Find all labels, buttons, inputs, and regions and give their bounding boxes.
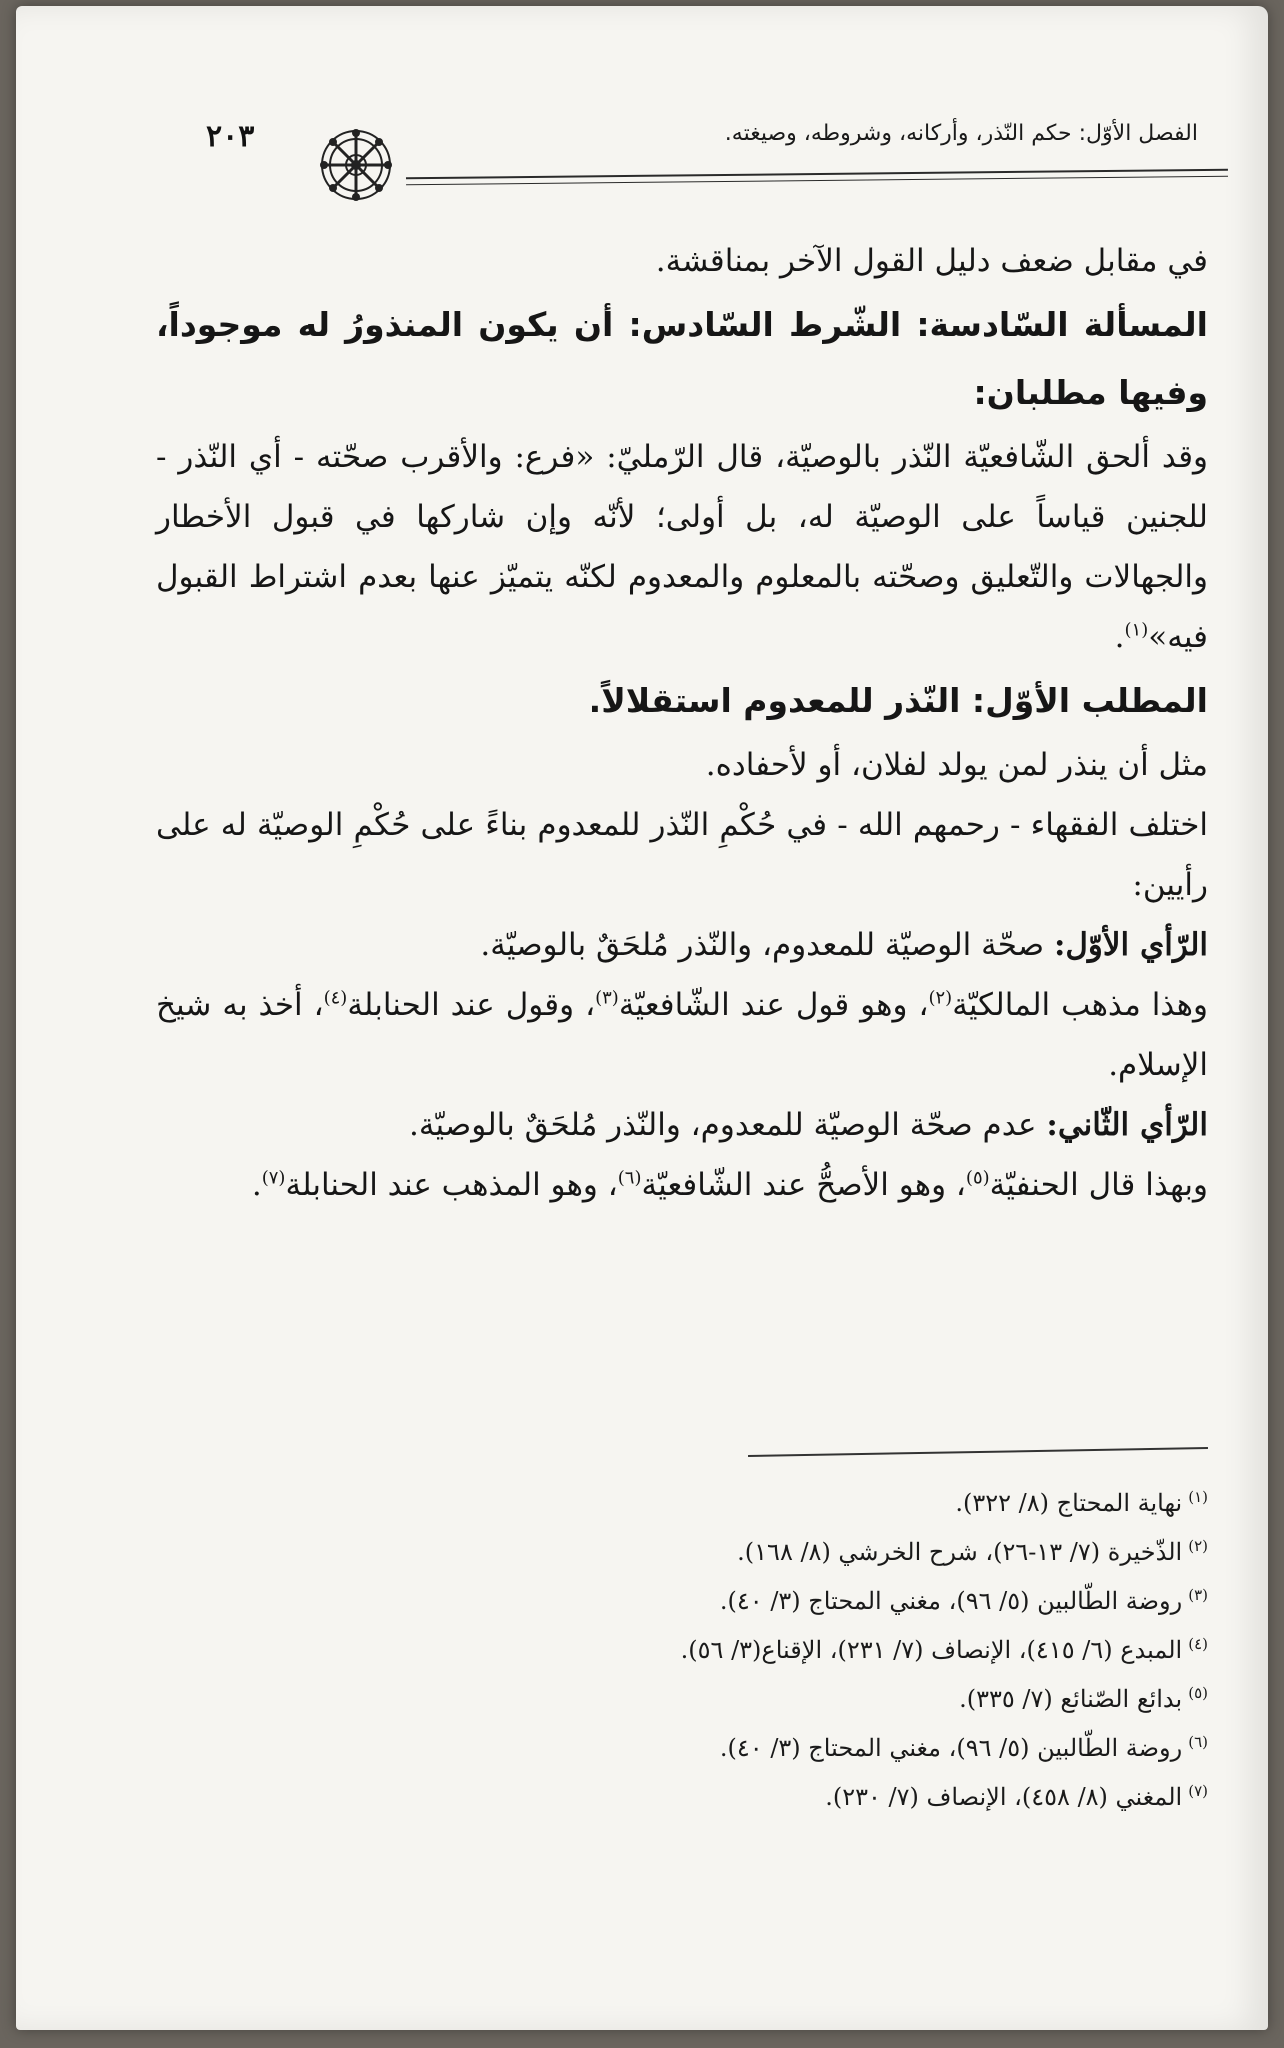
footnote-ref-7: (٧) xyxy=(261,1167,286,1189)
footnote-ref-3: (٣) xyxy=(595,987,619,1009)
view-two xyxy=(156,1095,1208,1155)
rosette-ornament-icon xyxy=(316,125,396,205)
footnote-ref-5: (٥) xyxy=(965,1167,990,1189)
view-one xyxy=(156,915,1208,975)
section-heading: المطلب الأوّل: النّذر للمعدوم استقلالاً. xyxy=(588,681,1208,720)
footnote-text: روضة الطّالبين (٥/ ٩٦)، مغني المحتاج (٣/ ٤٠). xyxy=(719,1587,1183,1615)
chapter-title: الفصل الأوّل: حكم النّذر، وأركانه، وشروطه، وصيغته. xyxy=(724,121,1198,146)
footnote-item xyxy=(216,1623,1208,1672)
view-one-label: الرّأي الأوّل: xyxy=(1053,927,1208,963)
footnote-item xyxy=(216,1770,1208,1819)
footnote-ref-1: (١) xyxy=(1124,619,1149,641)
footnote-number: (١) xyxy=(1188,1488,1208,1506)
footnote-number: (٢) xyxy=(1188,1537,1208,1555)
paragraph-continuation: في مقابل ضعف دليل القول الآخر بمناقشة. xyxy=(655,243,1208,279)
footnote-item xyxy=(216,1574,1208,1623)
quote-text: وقد ألحق الشّافعيّة النّذر بالوصيّة، قال الرّمليّ: «فرع: والأقرب صحّته - أي النّذر - للجنين قياساً على الوصيّة له، بل أولى؛ لأنّه وإن شاركها في قبول الأخطار والجهالات والتّعليق وصحّته بالمعلوم والمعدوم لكنّه يتميّز عنها بعدم اشتراط القبول فيه» xyxy=(156,439,1208,655)
footnote-ref-6: (٦) xyxy=(617,1167,642,1189)
paragraph-ramli-quote: وقد ألحق الشّافعيّة النّذر بالوصيّة، قال الرّمليّ: «فرع: والأقرب صحّته - أي النّذر - للجنين قياساً على الوصيّة له، بل أولى؛ لأنّه وإن شاركها في قبول الأخطار والجهالات والتّعليق وصحّته بالمعلوم والمعدوم لكنّه يتميّز عنها بعدم اشتراط القبول فيه»$^{(١)}$. xyxy=(156,439,1208,655)
footnote-item xyxy=(216,1525,1208,1574)
footnote-number: (٣) xyxy=(1188,1586,1208,1604)
view-one-support-text: ، وقول عند الحنابلة xyxy=(347,987,596,1023)
footnote-text: المغني (٨/ ٤٥٨)، الإنصاف (٧/ ٢٣٠). xyxy=(825,1783,1183,1811)
view-one-support-text: وهذا مذهب المالكيّة xyxy=(952,987,1208,1023)
footnote-text: بدائع الصّنائع (٧/ ٣٣٥). xyxy=(959,1685,1183,1713)
view-one-support-text: ، أخذ به شيخ الإسلام. xyxy=(156,987,1208,1083)
view-one-support-text: ، وهو قول عند الشّافعيّة xyxy=(618,987,929,1023)
dispute-paragraph: اختلف الفقهاء - رحمهم الله - في حُكْمِ النّذر للمعدوم بناءً على حُكْمِ الوصيّة له على رأيين: xyxy=(156,807,1208,903)
footnote-number: (٧) xyxy=(1188,1782,1208,1800)
example-line: مثل أن ينذر لمن يولد لفلان، أو لأحفاده. xyxy=(705,747,1208,783)
footnote-text: الذّخيرة (٧/ ١٣-٢٦)، شرح الخرشي (٨/ ١٦٨). xyxy=(737,1538,1183,1566)
view-two-support-text: ، وهو الأصحُّ عند الشّافعيّة xyxy=(641,1167,966,1203)
footnote-ref-2: (٢) xyxy=(928,987,953,1009)
footnote-text: المبدع (٦/ ٤١٥)، الإنصاف (٧/ ٢٣١)، الإقناع(٣/ ٥٦). xyxy=(680,1636,1183,1664)
footnote-item xyxy=(216,1476,1208,1525)
footnote-text: نهاية المحتاج (٨/ ٣٢٢). xyxy=(955,1489,1183,1517)
footnote-number: (٥) xyxy=(1188,1684,1208,1702)
main-text xyxy=(156,231,1208,1215)
footnote-separator xyxy=(748,1447,1208,1457)
header-rule xyxy=(406,169,1228,186)
footnote-number: (٤) xyxy=(1188,1635,1208,1653)
footnote-text: روضة الطّالبين (٥/ ٩٦)، مغني المحتاج (٣/ ٤٠). xyxy=(719,1734,1183,1762)
view-two-label: الرّأي الثّاني: xyxy=(1046,1107,1208,1143)
footnote-number: (٦) xyxy=(1188,1733,1208,1751)
view-two-support-text: وبهذا قال الحنفيّة xyxy=(989,1167,1208,1203)
footnote-ref-4: (٤) xyxy=(323,987,348,1009)
running-header xyxy=(166,101,1238,211)
view-two-text: عدم صحّة الوصيّة للمعدوم، والنّذر مُلحَقٌ بالوصيّة. xyxy=(409,1107,1037,1143)
page-number: ٢٠٣ xyxy=(206,119,255,154)
view-one-text: صحّة الوصيّة للمعدوم، والنّذر مُلحَقٌ بالوصيّة. xyxy=(480,927,1045,963)
footnote-item xyxy=(216,1721,1208,1770)
issue-heading: المسألة السّادسة: الشّرط السّادس: أن يكون المنذورُ له موجوداً، وفيها مطلبان: xyxy=(156,305,1208,412)
footnotes-list xyxy=(216,1476,1208,1819)
view-one-support xyxy=(156,975,1208,1095)
book-page xyxy=(16,6,1268,2030)
view-two-support-text: ، وهو المذهب عند الحنابلة xyxy=(285,1167,618,1203)
view-two-support xyxy=(156,1155,1208,1215)
view-two-support-text: . xyxy=(251,1167,262,1203)
footnote-item xyxy=(216,1672,1208,1721)
